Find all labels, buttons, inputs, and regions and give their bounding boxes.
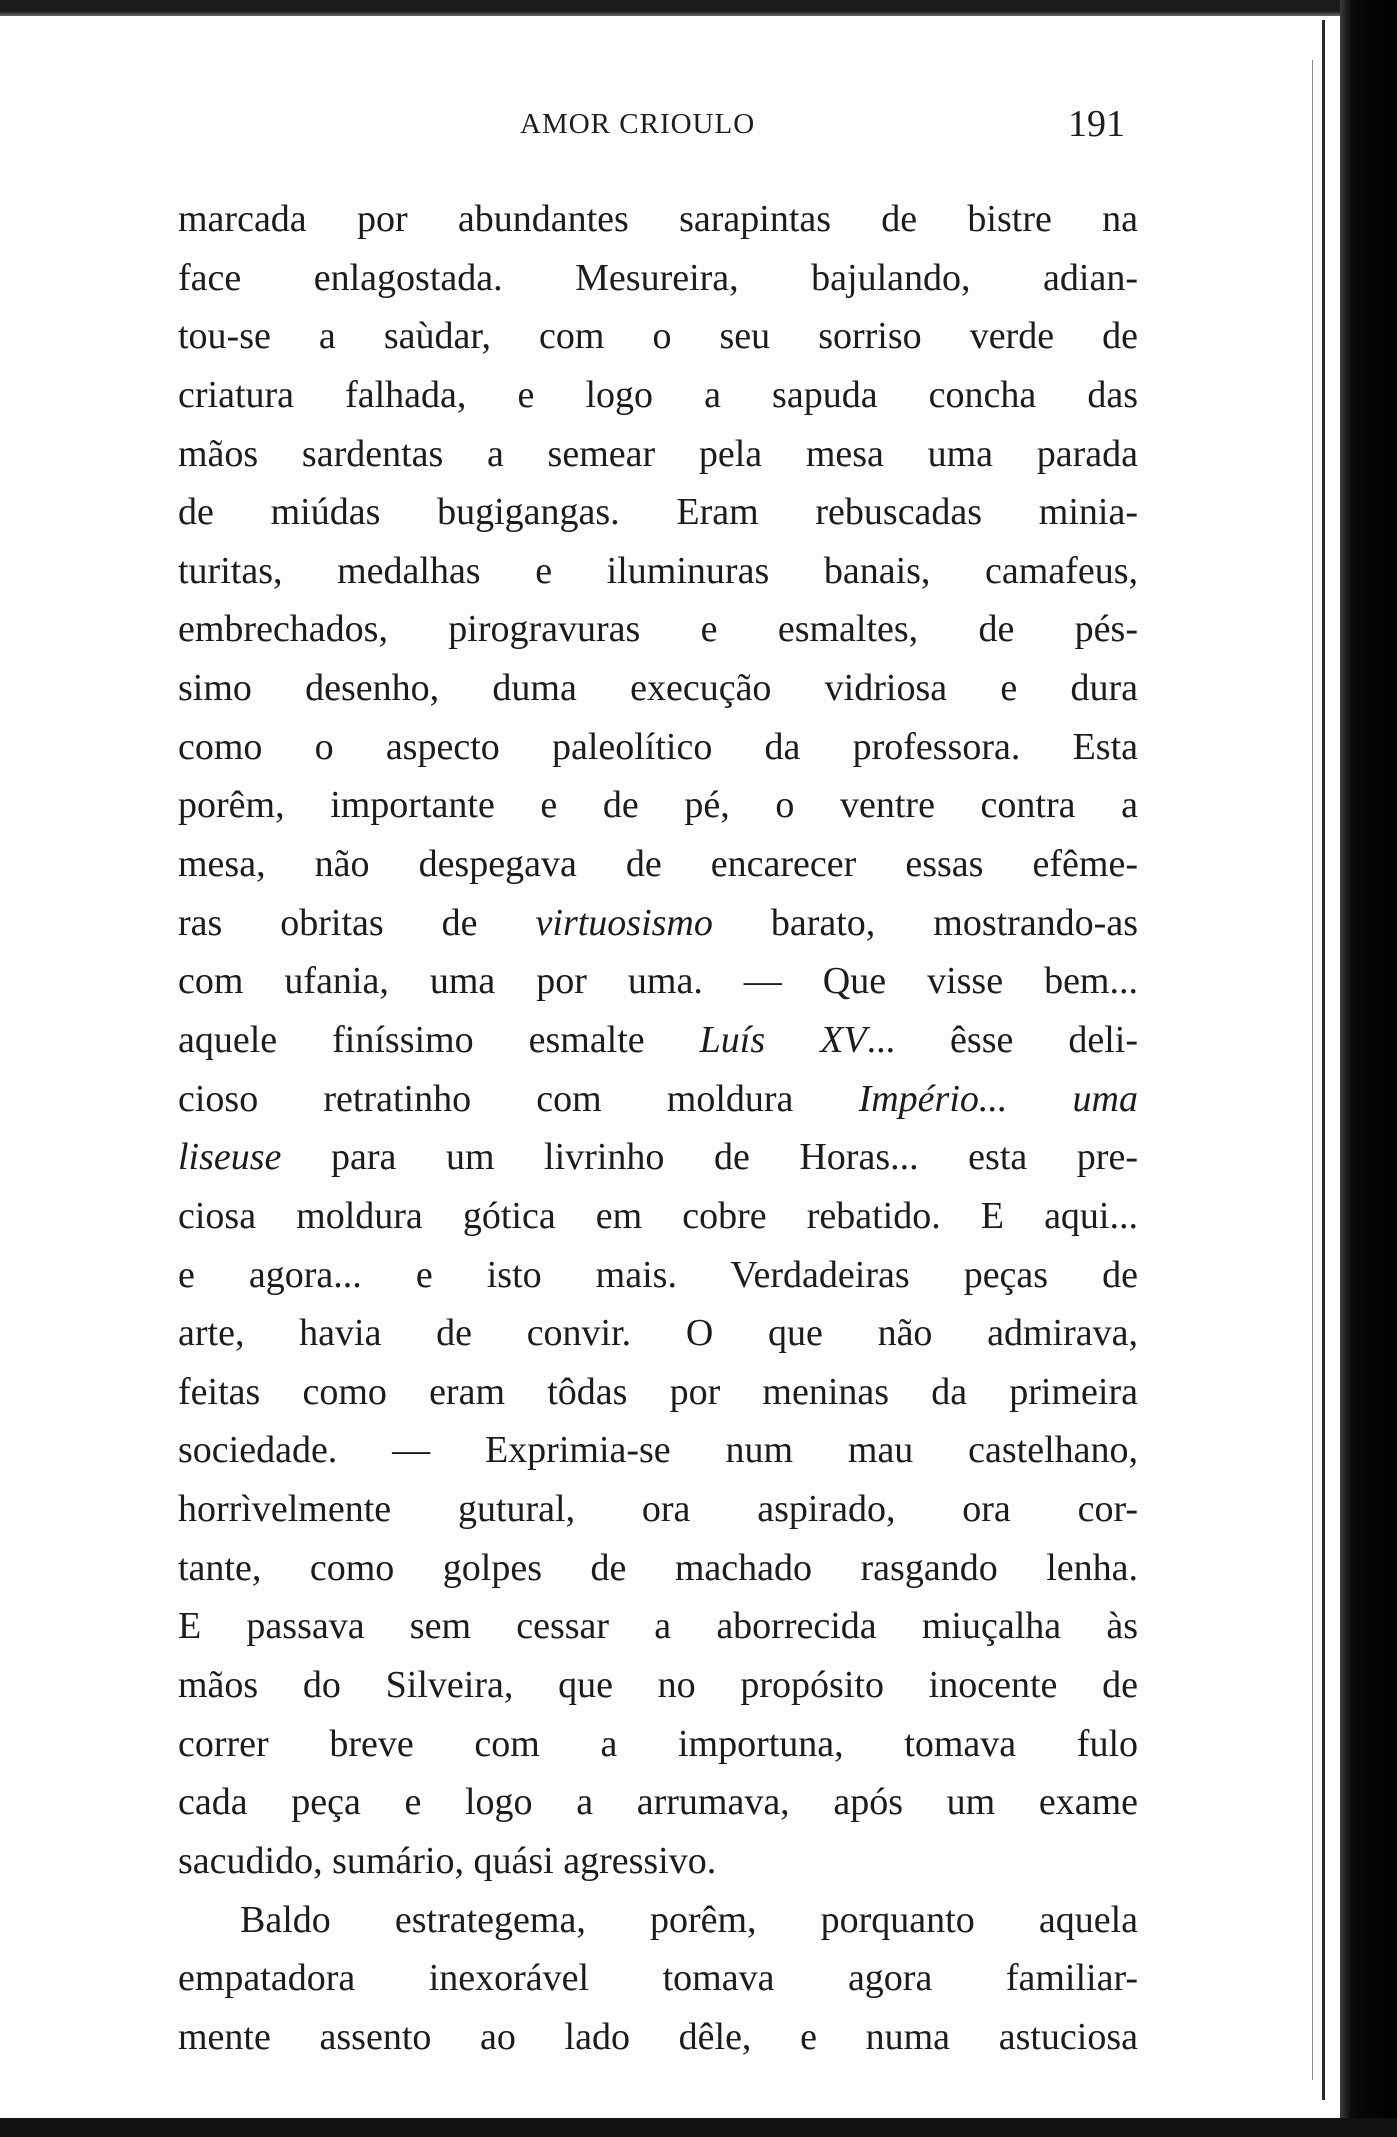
running-title: AMOR CRIOULO: [520, 108, 756, 140]
text-line: [178, 1128, 1138, 1187]
text-line: sacudido, sumário, quási agressivo.: [178, 1839, 717, 1882]
text-line: porêm, importante e de pé, o ventre contra a: [178, 784, 1138, 827]
italic-term: liseuse: [178, 1136, 282, 1179]
text-line: mesa, não despegava de encarecer essas efême-: [178, 843, 1138, 886]
italic-term: Luís XV: [699, 1018, 867, 1061]
text-line: embrechados, pirogravuras e esmaltes, de pés-: [178, 608, 1138, 651]
text-line: horrìvelmente gutural, ora aspirado, ora cor-: [178, 1488, 1138, 1531]
top-scan-border: [0, 0, 1397, 16]
text-line: empatadora inexorável tomava agora familiar-: [178, 1957, 1138, 2000]
text-line: mente assento ao lado dêle, e numa astuciosa: [178, 2015, 1138, 2058]
page-header: [0, 103, 1397, 158]
binding-edge: [1340, 0, 1397, 2137]
binding-shadow-line: [1312, 60, 1313, 2080]
text-line: cada peça e logo a arrumava, após um exame: [178, 1781, 1138, 1824]
text-line: arte, havia de convir. O que não admirava,: [178, 1312, 1138, 1355]
text-run: aquele finíssimo esmalte: [178, 1018, 700, 1061]
text-line: mãos do Silveira, que no propósito inocente de: [178, 1664, 1138, 1707]
text-line: E passava sem cessar a aborrecida miuçalha às: [178, 1605, 1138, 1648]
binding-line: [1322, 20, 1325, 2100]
text-line: e agora... e isto mais. Verdadeiras peças de: [178, 1253, 1138, 1296]
body-text: [178, 190, 1138, 2067]
text-line: turitas, medalhas e iluminuras banais, camafeus,: [178, 549, 1138, 592]
bottom-scan-border: [0, 2118, 1397, 2137]
text-line: marcada por abundantes sarapintas de bistre na: [178, 198, 1138, 240]
text-line: sociedade. — Exprimia-se num mau castelhano,: [178, 1429, 1138, 1472]
text-line: [178, 1011, 1138, 1070]
text-line: de miúdas bugigangas. Eram rebuscadas minia-: [178, 491, 1138, 534]
text-run: barato, mostrando-as: [712, 901, 1138, 944]
text-line: simo desenho, duma execução vidriosa e dura: [178, 667, 1138, 710]
text-line: criatura falhada, e logo a sapuda concha das: [178, 373, 1138, 416]
text-run: cioso retratinho com moldura: [178, 1077, 859, 1120]
text-line: ciosa moldura gótica em cobre rebatido. E aqui...: [178, 1194, 1138, 1237]
text-line: feitas como eram tôdas por meninas da primeira: [178, 1370, 1138, 1413]
text-line: mãos sardentas a semear pela mesa uma parada: [178, 432, 1138, 475]
text-line: [178, 1070, 1138, 1129]
text-line: tou-se a saùdar, com o seu sorriso verde de: [178, 315, 1138, 358]
text-run: ras obritas de: [178, 901, 536, 944]
text-line: Baldo estrategema, porêm, porquanto aquela: [240, 1898, 1138, 1941]
text-line: com ufania, uma por uma. — Que visse bem...: [178, 960, 1138, 1003]
text-line: correr breve com a importuna, tomava fulo: [178, 1722, 1138, 1765]
text-line: [178, 894, 1138, 953]
text-run: ... êsse deli-: [866, 1018, 1138, 1061]
text-run: para um livrinho de Horas... esta pre-: [281, 1136, 1138, 1179]
text-line: face enlagostada. Mesureira, bajulando, adian-: [178, 256, 1138, 299]
text-line: tante, como golpes de machado rasgando lenha.: [178, 1546, 1138, 1589]
text-line: como o aspecto paleolítico da professora. Esta: [178, 725, 1138, 768]
page-number: 191: [1068, 103, 1125, 145]
italic-term: Império... uma: [858, 1077, 1138, 1120]
italic-term: virtuosismo: [535, 901, 713, 944]
